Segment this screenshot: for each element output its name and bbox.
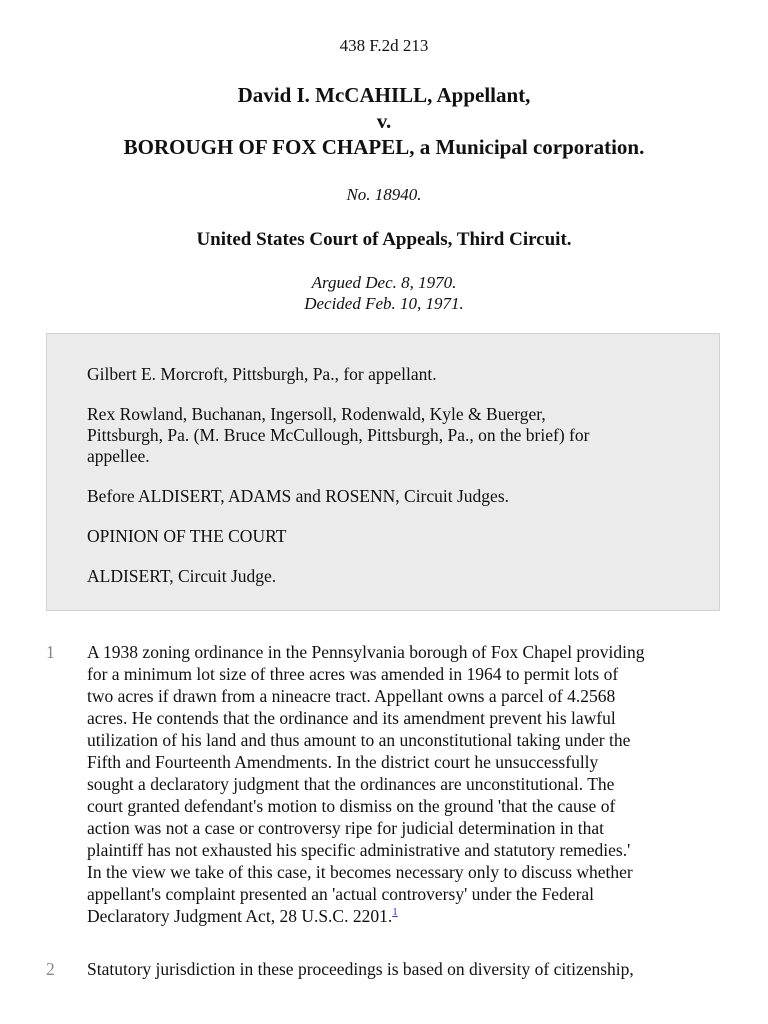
docket-number: No. 18940. [346, 185, 422, 204]
paragraph-line: appellant's complaint presented an 'actual controversy' under the Federal [87, 884, 595, 904]
appellee-counsel-line: appellee. [87, 446, 150, 466]
case-caption [0, 82, 768, 160]
bench-line: Before ALDISERT, ADAMS and ROSENN, Circuit Judges. [87, 486, 510, 506]
paragraph-line: court granted defendant's motion to dismiss on the ground 'that the cause of [87, 796, 616, 816]
paragraph-number: 2 [46, 959, 55, 979]
opinion-author: ALDISERT, Circuit Judge. [87, 566, 277, 586]
paragraph-line: action was not a case or controversy ripe for judicial determination in that [87, 818, 605, 838]
paragraph-text [87, 641, 727, 927]
paragraph-line-last [87, 905, 727, 927]
appellant-counsel: Gilbert E. Morcroft, Pittsburgh, Pa., for appellant. [87, 364, 437, 384]
paragraph-line: Statutory jurisdiction in these proceedings is based on diversity of citizenship, [87, 959, 634, 979]
citation: 438 F.2d 213 [339, 36, 429, 55]
versus-label: v. [376, 109, 392, 133]
argued-date: Argued Dec. 8, 1970. [311, 273, 457, 292]
opinion-heading: OPINION OF THE COURT [87, 526, 287, 546]
paragraph-line: utilization of his land and thus amount to an unconstitutional taking under the [87, 730, 631, 750]
court-name: United States Court of Appeals, Third Circuit. [196, 229, 572, 250]
paragraph-line: two acres if drawn from a nineacre tract. Appellant owns a parcel of 4.2568 [87, 686, 616, 706]
paragraph-line: sought a declaratory judgment that the ordinances are unconstitutional. The [87, 774, 615, 794]
case-dates [0, 272, 768, 314]
appellant-name: David I. McCAHILL, Appellant, [237, 83, 531, 107]
paragraph-line: for a minimum lot size of three acres was amended in 1964 to permit lots of [87, 664, 619, 684]
appellee-counsel [87, 404, 683, 467]
appellee-counsel-line: Pittsburgh, Pa. (M. Bruce McCullough, Pittsburgh, Pa., on the brief) for [87, 425, 590, 445]
paragraph-line: plaintiff has not exhausted his specific administrative and statutory remedies.' [87, 840, 631, 860]
paragraph-line: A 1938 zoning ordinance in the Pennsylvania borough of Fox Chapel providing [87, 642, 645, 662]
paragraph-number: 1 [46, 642, 55, 662]
paragraph-line: In the view we take of this case, it becomes necessary only to discuss whether [87, 862, 633, 882]
decided-date: Decided Feb. 10, 1971. [304, 294, 464, 313]
counsel-box [46, 333, 720, 611]
paragraph-text [87, 958, 727, 980]
paragraph-line: acres. He contends that the ordinance and its amendment prevent his lawful [87, 708, 616, 728]
appellee-name: BOROUGH OF FOX CHAPEL, a Municipal corporation. [123, 135, 645, 159]
paragraph-line-text: Declaratory Judgment Act, 28 U.S.C. 2201. [87, 906, 393, 926]
appellee-counsel-line: Rex Rowland, Buchanan, Ingersoll, Rodenwald, Kyle & Buerger, [87, 404, 546, 424]
footnote-link[interactable]: 1 [392, 906, 398, 919]
paragraph-line: Fifth and Fourteenth Amendments. In the district court he unsuccessfully [87, 752, 599, 772]
